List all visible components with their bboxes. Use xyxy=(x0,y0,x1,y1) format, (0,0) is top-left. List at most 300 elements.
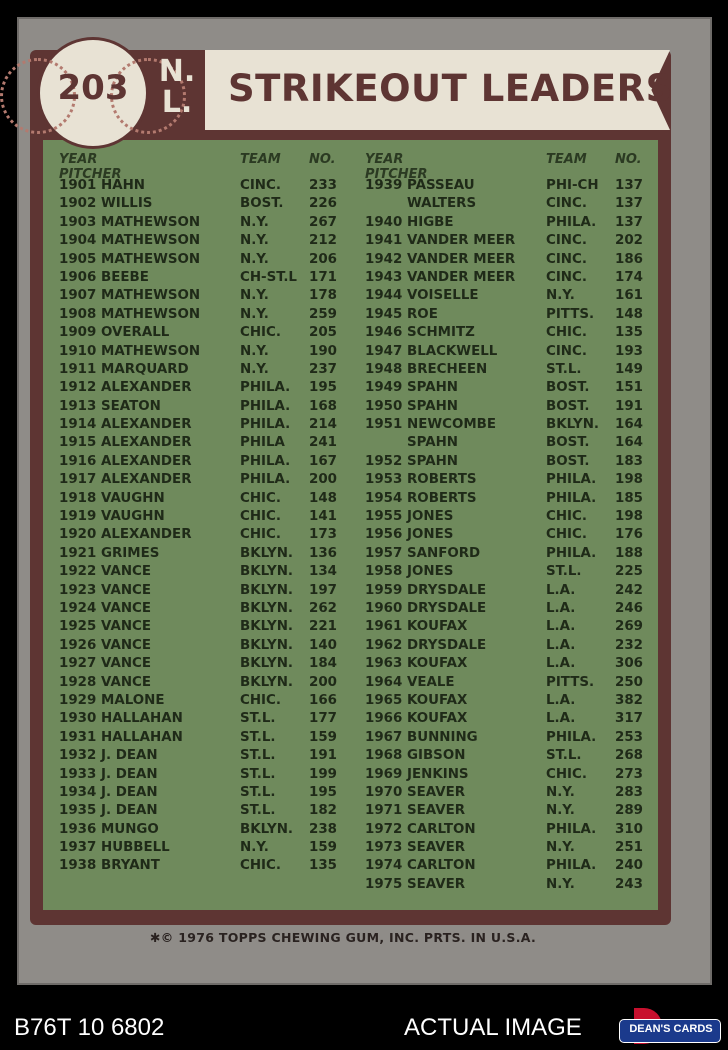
row-pitcher: SPAHN xyxy=(407,435,459,451)
row-team: CHIC. xyxy=(546,325,587,341)
row-team: PHILA. xyxy=(546,545,597,561)
row-year: 1908 xyxy=(59,306,97,322)
row-year: 1971 xyxy=(365,803,403,819)
row-year: 1966 xyxy=(365,711,403,727)
row-pitcher: HUBBELL xyxy=(101,840,170,856)
row-strikeouts: 195 xyxy=(309,784,337,800)
row-year: 1963 xyxy=(365,656,403,672)
row-year: 1937 xyxy=(59,840,97,856)
row-pitcher: ALEXANDER xyxy=(101,435,192,451)
row-year: 1941 xyxy=(365,233,403,249)
league-letter-l: L. xyxy=(161,85,193,120)
row-year: 1929 xyxy=(59,692,97,708)
row-team: BKLYN. xyxy=(240,656,294,672)
row-year: 1922 xyxy=(59,564,97,580)
row-team: PHILA. xyxy=(546,858,597,874)
row-pitcher: MATHEWSON xyxy=(101,214,201,230)
row-year: 1943 xyxy=(365,269,403,285)
row-team: CINC. xyxy=(546,269,587,285)
actual-image-label: ACTUAL IMAGE xyxy=(404,1014,582,1041)
row-strikeouts: 238 xyxy=(309,821,337,837)
row-strikeouts: 225 xyxy=(615,564,643,580)
row-strikeouts: 193 xyxy=(615,343,643,359)
row-strikeouts: 205 xyxy=(309,325,337,341)
row-year: 1934 xyxy=(59,784,97,800)
row-year: 1904 xyxy=(59,233,97,249)
row-team: BOST. xyxy=(546,453,590,469)
row-team: CHIC. xyxy=(546,766,587,782)
row-pitcher: ROE xyxy=(407,306,438,322)
row-strikeouts: 198 xyxy=(615,472,643,488)
row-team: BKLYN. xyxy=(240,564,294,580)
row-strikeouts: 310 xyxy=(615,821,643,837)
row-team: BKLYN. xyxy=(240,619,294,635)
row-team: PHILA. xyxy=(240,417,291,433)
row-strikeouts: 233 xyxy=(309,178,337,193)
row-year: 1938 xyxy=(59,858,97,874)
row-year: 1956 xyxy=(365,527,403,543)
row-strikeouts: 200 xyxy=(309,674,337,690)
row-pitcher: SPAHN xyxy=(407,453,459,469)
row-strikeouts: 164 xyxy=(615,417,643,433)
row-strikeouts: 141 xyxy=(309,509,337,525)
row-year: 1959 xyxy=(365,582,403,598)
row-year: 1954 xyxy=(365,490,403,506)
header-no: NO. xyxy=(309,152,336,167)
row-year: 1907 xyxy=(59,288,97,304)
row-strikeouts: 206 xyxy=(309,251,337,267)
row-year: 1920 xyxy=(59,527,97,543)
row-pitcher: VANCE xyxy=(101,674,151,690)
row-pitcher: JONES xyxy=(407,527,454,543)
sku-label: B76T 10 6802 xyxy=(14,1014,165,1041)
row-team: CHIC. xyxy=(240,490,281,506)
row-team: ST.L. xyxy=(240,748,276,764)
row-team: PHI-CH xyxy=(546,178,599,193)
row-strikeouts: 198 xyxy=(615,509,643,525)
row-year: 1967 xyxy=(365,729,403,745)
row-strikeouts: 226 xyxy=(309,196,337,212)
row-team: ST.L. xyxy=(546,564,582,580)
row-team: N.Y. xyxy=(546,784,575,800)
row-team: N.Y. xyxy=(240,251,269,267)
row-pitcher: BRECHEEN xyxy=(407,361,488,377)
row-strikeouts: 135 xyxy=(309,858,337,874)
row-strikeouts: 161 xyxy=(615,288,643,304)
row-pitcher: BLACKWELL xyxy=(407,343,498,359)
row-strikeouts: 164 xyxy=(615,435,643,451)
row-pitcher: SANFORD xyxy=(407,545,481,561)
row-team: PITTS. xyxy=(546,674,595,690)
row-year: 1939 xyxy=(365,178,403,193)
row-year: 1970 xyxy=(365,784,403,800)
row-team: L.A. xyxy=(546,582,576,598)
row-strikeouts: 214 xyxy=(309,417,337,433)
row-strikeouts: 151 xyxy=(615,380,643,396)
row-pitcher: SEAVER xyxy=(407,784,466,800)
row-year: 1942 xyxy=(365,251,403,267)
row-pitcher: ROBERTS xyxy=(407,472,477,488)
row-pitcher: HALLAHAN xyxy=(101,711,183,727)
row-pitcher: VEALE xyxy=(407,674,455,690)
row-pitcher: J. DEAN xyxy=(101,766,158,782)
row-team: CHIC. xyxy=(240,692,281,708)
row-strikeouts: 267 xyxy=(309,214,337,230)
row-team: PHILA. xyxy=(546,472,597,488)
row-team: N.Y. xyxy=(546,840,575,856)
row-pitcher: VANCE xyxy=(101,564,151,580)
row-pitcher: DRYSDALE xyxy=(407,582,487,598)
row-strikeouts: 178 xyxy=(309,288,337,304)
row-strikeouts: 191 xyxy=(309,748,337,764)
row-strikeouts: 382 xyxy=(615,692,643,708)
row-year: 1952 xyxy=(365,453,403,469)
card-title: STRIKEOUT LEADERS xyxy=(228,67,673,110)
row-strikeouts: 186 xyxy=(615,251,643,267)
row-team: BKLYN. xyxy=(240,821,294,837)
row-team: PHILA. xyxy=(240,380,291,396)
row-year: 1955 xyxy=(365,509,403,525)
row-team: BOST. xyxy=(546,380,590,396)
row-pitcher: OVERALL xyxy=(101,325,170,341)
row-strikeouts: 253 xyxy=(615,729,643,745)
row-team: CHIC. xyxy=(546,527,587,543)
row-strikeouts: 306 xyxy=(615,656,643,672)
row-pitcher: JENKINS xyxy=(407,766,469,782)
row-pitcher: BUNNING xyxy=(407,729,478,745)
row-year: 1958 xyxy=(365,564,403,580)
row-pitcher: J. DEAN xyxy=(101,748,158,764)
row-strikeouts: 289 xyxy=(615,803,643,819)
row-year: 1949 xyxy=(365,380,403,396)
row-team: CHIC. xyxy=(240,325,281,341)
row-strikeouts: 182 xyxy=(309,803,337,819)
header-no: NO. xyxy=(615,152,642,167)
row-pitcher: SEAVER xyxy=(407,840,466,856)
row-pitcher: MARQUARD xyxy=(101,361,189,377)
row-pitcher: MATHEWSON xyxy=(101,233,201,249)
row-team: CHIC. xyxy=(240,509,281,525)
row-year: 1945 xyxy=(365,306,403,322)
row-year: 1923 xyxy=(59,582,97,598)
row-pitcher: BRYANT xyxy=(101,858,160,874)
row-team: CHIC. xyxy=(546,509,587,525)
row-strikeouts: 177 xyxy=(309,711,337,727)
row-strikeouts: 195 xyxy=(309,380,337,396)
row-pitcher: WALTERS xyxy=(407,196,477,212)
row-pitcher: JONES xyxy=(407,509,454,525)
row-pitcher: KOUFAX xyxy=(407,711,468,727)
row-pitcher: VANCE xyxy=(101,656,151,672)
row-team: BKLYN. xyxy=(240,600,294,616)
row-strikeouts: 269 xyxy=(615,619,643,635)
row-year: 1916 xyxy=(59,453,97,469)
row-year: 1901 xyxy=(59,178,97,193)
row-team: L.A. xyxy=(546,692,576,708)
row-year: 1965 xyxy=(365,692,403,708)
row-team: N.Y. xyxy=(240,343,269,359)
row-team: PHILA. xyxy=(240,472,291,488)
row-strikeouts: 173 xyxy=(309,527,337,543)
row-pitcher: MATHEWSON xyxy=(101,251,201,267)
row-strikeouts: 240 xyxy=(615,858,643,874)
row-team: BKLYN. xyxy=(546,417,600,433)
row-year: 1909 xyxy=(59,325,97,341)
row-team: PHILA. xyxy=(546,490,597,506)
row-pitcher: MALONE xyxy=(101,692,165,708)
row-team: ST.L. xyxy=(240,766,276,782)
row-year: 1940 xyxy=(365,214,403,230)
row-strikeouts: 241 xyxy=(309,435,337,451)
row-strikeouts: 251 xyxy=(615,840,643,856)
header-team: TEAM xyxy=(240,152,281,167)
row-year: 1974 xyxy=(365,858,403,874)
row-pitcher: ALEXANDER xyxy=(101,472,192,488)
row-team: CINC. xyxy=(546,233,587,249)
row-pitcher: VANDER MEER xyxy=(407,269,516,285)
row-pitcher: VANCE xyxy=(101,600,151,616)
row-year: 1915 xyxy=(59,435,97,451)
row-team: N.Y. xyxy=(240,214,269,230)
row-strikeouts: 262 xyxy=(309,600,337,616)
row-year: 1932 xyxy=(59,748,97,764)
row-strikeouts: 185 xyxy=(615,490,643,506)
row-year: 1960 xyxy=(365,600,403,616)
row-strikeouts: 168 xyxy=(309,398,337,414)
row-team: CH-ST.L xyxy=(240,269,297,285)
row-team: ST.L. xyxy=(546,361,582,377)
row-pitcher: NEWCOMBE xyxy=(407,417,497,433)
row-pitcher: CARLTON xyxy=(407,858,476,874)
row-year: 1911 xyxy=(59,361,97,377)
row-year: 1919 xyxy=(59,509,97,525)
row-team: N.Y. xyxy=(240,361,269,377)
row-pitcher: HAHN xyxy=(101,178,145,193)
row-pitcher: J. DEAN xyxy=(101,803,158,819)
row-year: 1968 xyxy=(365,748,403,764)
row-year: 1936 xyxy=(59,821,97,837)
row-strikeouts: 268 xyxy=(615,748,643,764)
row-year: 1914 xyxy=(59,417,97,433)
row-team: CINC. xyxy=(546,251,587,267)
row-year: 1910 xyxy=(59,343,97,359)
row-strikeouts: 190 xyxy=(309,343,337,359)
row-pitcher: VANCE xyxy=(101,637,151,653)
row-year: 1972 xyxy=(365,821,403,837)
row-year: 1925 xyxy=(59,619,97,635)
row-team: ST.L. xyxy=(240,803,276,819)
row-strikeouts: 174 xyxy=(615,269,643,285)
row-strikeouts: 273 xyxy=(615,766,643,782)
row-strikeouts: 283 xyxy=(615,784,643,800)
row-team: PHILA. xyxy=(240,453,291,469)
row-team: ST.L. xyxy=(240,711,276,727)
row-year: 1962 xyxy=(365,637,403,653)
row-team: BOST. xyxy=(546,435,590,451)
row-strikeouts: 232 xyxy=(615,637,643,653)
row-year: 1906 xyxy=(59,269,97,285)
row-pitcher: HALLAHAN xyxy=(101,729,183,745)
row-strikeouts: 246 xyxy=(615,600,643,616)
row-strikeouts: 237 xyxy=(309,361,337,377)
row-team: L.A. xyxy=(546,656,576,672)
card-number: 203 xyxy=(57,68,129,108)
row-strikeouts: 243 xyxy=(615,876,643,892)
row-pitcher: SPAHN xyxy=(407,398,459,414)
row-year: 1927 xyxy=(59,656,97,672)
row-team: CINC. xyxy=(546,196,587,212)
row-strikeouts: 171 xyxy=(309,269,337,285)
row-strikeouts: 137 xyxy=(615,196,643,212)
row-year: 1917 xyxy=(59,472,97,488)
row-pitcher: J. DEAN xyxy=(101,784,158,800)
row-year: 1924 xyxy=(59,600,97,616)
row-pitcher: ALEXANDER xyxy=(101,453,192,469)
header-year-pitcher: YEAR PITCHER xyxy=(365,152,428,182)
row-team: CHIC. xyxy=(240,527,281,543)
row-pitcher: VAUGHN xyxy=(101,490,165,506)
row-team: CINC. xyxy=(240,178,281,193)
row-team: BOST. xyxy=(546,398,590,414)
row-year: 1931 xyxy=(59,729,97,745)
row-team: PHILA. xyxy=(546,214,597,230)
row-team: BOST. xyxy=(240,196,284,212)
row-year: 1969 xyxy=(365,766,403,782)
row-pitcher: WILLIS xyxy=(101,196,153,212)
row-team: N.Y. xyxy=(546,876,575,892)
row-team: N.Y. xyxy=(240,306,269,322)
row-pitcher: ALEXANDER xyxy=(101,527,192,543)
row-team: PHILA xyxy=(240,435,285,451)
row-strikeouts: 199 xyxy=(309,766,337,782)
row-year: 1951 xyxy=(365,417,403,433)
row-team: N.Y. xyxy=(240,233,269,249)
row-year: 1933 xyxy=(59,766,97,782)
row-strikeouts: 137 xyxy=(615,178,643,193)
row-year: 1947 xyxy=(365,343,403,359)
row-strikeouts: 148 xyxy=(615,306,643,322)
row-year: 1973 xyxy=(365,840,403,856)
row-team: CHIC. xyxy=(240,858,281,874)
row-pitcher: SPAHN xyxy=(407,380,459,396)
row-year: 1905 xyxy=(59,251,97,267)
row-pitcher: VANDER MEER xyxy=(407,233,516,249)
row-pitcher: DRYSDALE xyxy=(407,637,487,653)
row-team: BKLYN. xyxy=(240,582,294,598)
row-pitcher: MATHEWSON xyxy=(101,343,201,359)
row-pitcher: SEAVER xyxy=(407,876,466,892)
row-strikeouts: 167 xyxy=(309,453,337,469)
row-year: 1950 xyxy=(365,398,403,414)
row-strikeouts: 184 xyxy=(309,656,337,672)
row-strikeouts: 221 xyxy=(309,619,337,635)
row-year: 1961 xyxy=(365,619,403,635)
row-team: ST.L. xyxy=(240,729,276,745)
row-team: N.Y. xyxy=(240,840,269,856)
row-pitcher: BEEBE xyxy=(101,269,149,285)
row-strikeouts: 242 xyxy=(615,582,643,598)
logo-text: DEAN'S CARDS xyxy=(629,1023,713,1035)
row-year: 1944 xyxy=(365,288,403,304)
row-team: BKLYN. xyxy=(240,674,294,690)
row-team: L.A. xyxy=(546,711,576,727)
row-year: 1926 xyxy=(59,637,97,653)
header-team: TEAM xyxy=(546,152,587,167)
row-strikeouts: 137 xyxy=(615,214,643,230)
row-year: 1912 xyxy=(59,380,97,396)
row-pitcher: SEATON xyxy=(101,398,161,414)
row-pitcher: MATHEWSON xyxy=(101,306,201,322)
row-pitcher: VANCE xyxy=(101,619,151,635)
row-year: 1903 xyxy=(59,214,97,230)
row-pitcher: PASSEAU xyxy=(407,178,475,193)
row-year: 1928 xyxy=(59,674,97,690)
row-strikeouts: 202 xyxy=(615,233,643,249)
row-pitcher: MATHEWSON xyxy=(101,288,201,304)
row-strikeouts: 136 xyxy=(309,545,337,561)
row-strikeouts: 166 xyxy=(309,692,337,708)
row-strikeouts: 149 xyxy=(615,361,643,377)
row-strikeouts: 140 xyxy=(309,637,337,653)
row-year: 1964 xyxy=(365,674,403,690)
row-strikeouts: 188 xyxy=(615,545,643,561)
row-pitcher: HIGBE xyxy=(407,214,454,230)
row-pitcher: KOUFAX xyxy=(407,692,468,708)
row-year: 1957 xyxy=(365,545,403,561)
row-pitcher: GIBSON xyxy=(407,748,466,764)
row-pitcher: GRIMES xyxy=(101,545,160,561)
row-team: ST.L. xyxy=(546,748,582,764)
row-strikeouts: 176 xyxy=(615,527,643,543)
row-team: BKLYN. xyxy=(240,545,294,561)
row-pitcher: KOUFAX xyxy=(407,619,468,635)
league-label xyxy=(158,56,196,118)
row-strikeouts: 191 xyxy=(615,398,643,414)
row-year: 1975 xyxy=(365,876,403,892)
row-team: PHILA. xyxy=(546,821,597,837)
row-strikeouts: 159 xyxy=(309,729,337,745)
row-team: L.A. xyxy=(546,600,576,616)
row-year: 1921 xyxy=(59,545,97,561)
row-pitcher: ALEXANDER xyxy=(101,417,192,433)
row-strikeouts: 134 xyxy=(309,564,337,580)
row-pitcher: MUNGO xyxy=(101,821,159,837)
row-year: 1930 xyxy=(59,711,97,727)
row-pitcher: VOISELLE xyxy=(407,288,479,304)
row-pitcher: ALEXANDER xyxy=(101,380,192,396)
row-team: PHILA. xyxy=(240,398,291,414)
row-team: ST.L. xyxy=(240,784,276,800)
row-strikeouts: 317 xyxy=(615,711,643,727)
row-team: L.A. xyxy=(546,619,576,635)
row-pitcher: SEAVER xyxy=(407,803,466,819)
row-year: 1913 xyxy=(59,398,97,414)
row-team: PHILA. xyxy=(546,729,597,745)
deans-cards-logo xyxy=(620,1008,720,1044)
row-strikeouts: 200 xyxy=(309,472,337,488)
copyright-line: ✱© 1976 TOPPS CHEWING GUM, INC. PRTS. IN U.S.A. xyxy=(150,930,537,945)
row-year: 1948 xyxy=(365,361,403,377)
row-strikeouts: 135 xyxy=(615,325,643,341)
row-team: CINC. xyxy=(546,343,587,359)
row-pitcher: VAUGHN xyxy=(101,509,165,525)
row-pitcher: KOUFAX xyxy=(407,656,468,672)
row-strikeouts: 250 xyxy=(615,674,643,690)
row-team: BKLYN. xyxy=(240,637,294,653)
row-year: 1946 xyxy=(365,325,403,341)
header-year-pitcher: YEAR PITCHER xyxy=(59,152,122,182)
row-pitcher: SCHMITZ xyxy=(407,325,475,341)
